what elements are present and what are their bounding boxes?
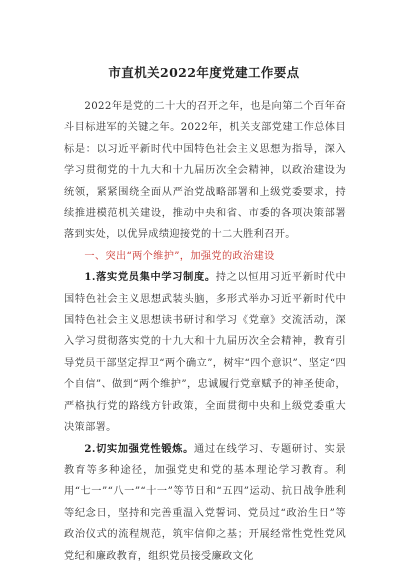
item-lead-2: 2.切实加强党性锻炼。: [84, 442, 194, 455]
intro-paragraph: 2022年是党的二十大的召开之年，也是向第二个百年奋斗目标进军的关键之年。2022年，机关支部党建工作总体目标是：以习近平新时代中国特色社会主义思想为指导，深入学习贯彻党的十九大和十九届历次全会精神，以政治建设为统领，紧紧围绕全面从严治党战略部署和上级党委要求，持续推进模范机关建设，推动中央和省、市委的各项决策部署落到实处，以优异成绩迎接党的十二大胜利召开。: [64, 101, 346, 241]
item-paragraph-2: [64, 439, 346, 567]
section-heading: 一、突出“两个维护”，加强党的政治建设: [84, 250, 275, 262]
item-text-1: 持之以恒用习近平新时代中国特色社会主义思想武装头脑，多形式举办习近平新时代中国特色社会主义思想读书研讨和学习《党章》交流活动，深入学习贯彻落实党的十九大和十九届历次全会精神，教育引导党员干部坚定捍卫“两个确立”，树牢“四个意识”、坚定“四个自信”、做到“两个维护”，忠诚履行党章赋予的神圣使命，严格执行党的路线方针政策，全面贯彻中央和上级党委重大决策部署。: [64, 272, 346, 434]
document-title: 市直机关2022年度党建工作要点: [108, 65, 300, 80]
item-paragraph-1: [64, 267, 346, 438]
item-text-2: 通过在线学习、专题研讨、实景教育等多种途径，加强党史和党的基本理论学习教育。利用“七一”“八一”“十一”等节日和“五四”运动、抗日战争胜利等纪念日，坚持和完善重温入党誓词、党员过“政治生日”等政治仪式的流程规范，筑牢信仰之基；开展经常性党性党风党纪和廉政教育，组织党员接受廉政文化: [64, 443, 346, 562]
document-body: [64, 96, 346, 567]
item-lead-1: 1.落实党员集中学习制度。: [84, 271, 216, 284]
